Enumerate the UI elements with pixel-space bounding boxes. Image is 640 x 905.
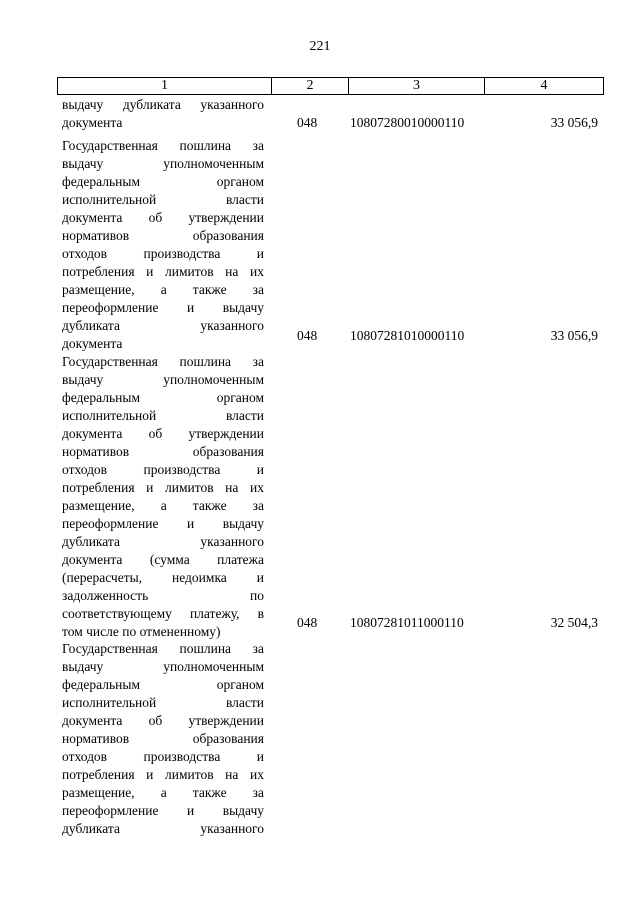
description-line: отходов производства и [62, 749, 264, 764]
description-line: размещение, а также за [62, 282, 264, 297]
row-description [62, 353, 264, 641]
budget-classification-code: 10807281011000110 [350, 615, 464, 630]
description-line: документа об утверждении [62, 210, 264, 225]
description-line: дубликата указанного [62, 318, 264, 333]
column-header-2: 2 [272, 78, 349, 95]
description-line: нормативов образования [62, 228, 264, 243]
description-line: размещение, а также за [62, 785, 264, 800]
description-line: Государственная пошлина за [62, 138, 264, 153]
column-header-1: 1 [58, 78, 272, 95]
description-line: документа [62, 336, 123, 351]
description-line: федеральным органом [62, 174, 264, 189]
description-line: размещение, а также за [62, 498, 264, 513]
description-line: документа об утверждении [62, 426, 264, 441]
description-line: потребления и лимитов на их [62, 767, 264, 782]
description-line: выдачу уполномоченным [62, 659, 264, 674]
description-line: выдачу уполномоченным [62, 156, 264, 171]
description-line: выдачу уполномоченным [62, 372, 264, 387]
amount-value: 33 056,9 [550, 115, 598, 130]
description-line: Государственная пошлина за [62, 354, 264, 369]
description-line: исполнительной власти [62, 192, 264, 207]
row-description [62, 96, 264, 132]
budget-classification-code: 10807281010000110 [350, 328, 465, 343]
description-line: том числе по отмененному) [62, 624, 221, 639]
description-line: соответствующему платежу, в [62, 606, 264, 621]
row-description [62, 137, 264, 353]
description-line: нормативов образования [62, 731, 264, 746]
amount-value: 33 056,9 [550, 328, 598, 343]
description-line: документа об утверждении [62, 713, 264, 728]
column-header-row [57, 77, 604, 95]
description-line: нормативов образования [62, 444, 264, 459]
column-header-4: 4 [485, 78, 604, 95]
description-line: (перерасчеты, недоимка и [62, 570, 264, 585]
column-header-3: 3 [349, 78, 485, 95]
page-number: 221 [309, 39, 331, 54]
description-line: отходов производства и [62, 246, 264, 261]
description-line: выдачу дубликата указанного [62, 97, 264, 112]
budget-classification-code: 10807280010000110 [350, 115, 465, 130]
admin-code: 048 [297, 615, 318, 630]
description-line: документа (сумма платежа [62, 552, 264, 567]
description-line: переоформление и выдачу [62, 803, 264, 818]
amount-value: 32 504,3 [550, 615, 598, 630]
description-line: Государственная пошлина за [62, 641, 264, 656]
description-line: переоформление и выдачу [62, 516, 264, 531]
admin-code: 048 [297, 115, 318, 130]
description-line: потребления и лимитов на их [62, 264, 264, 279]
description-line: документа [62, 115, 123, 130]
description-line: задолженность по [62, 588, 264, 603]
description-line: исполнительной власти [62, 408, 264, 423]
description-line: переоформление и выдачу [62, 300, 264, 315]
description-line: дубликата указанного [62, 534, 264, 549]
description-line: федеральным органом [62, 677, 264, 692]
description-line: отходов производства и [62, 462, 264, 477]
description-line: федеральным органом [62, 390, 264, 405]
row-description [62, 640, 264, 838]
description-line: потребления и лимитов на их [62, 480, 264, 495]
description-line: исполнительной власти [62, 695, 264, 710]
description-line: дубликата указанного [62, 821, 264, 836]
admin-code: 048 [297, 328, 318, 343]
